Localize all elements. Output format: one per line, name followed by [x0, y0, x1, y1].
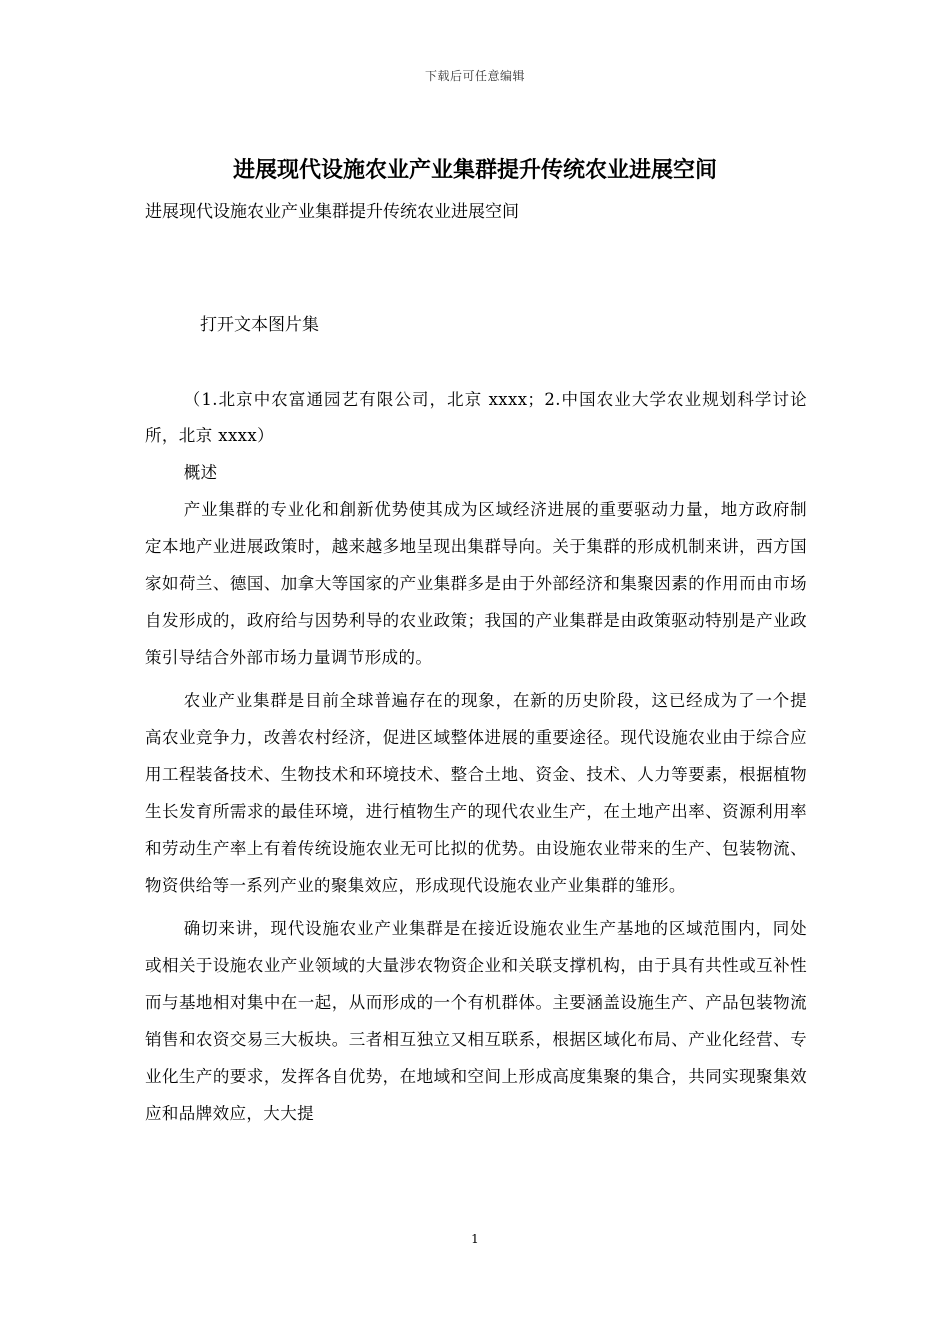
body-paragraph-2: 农业产业集群是目前全球普遍存在的现象，在新的历史阶段，这已经成为了一个提高农业竞争力，改善农村经济，促进区域整体进展的重要途径。现代设施农业由于综合应用工程装备技术、生物技术和环境技术、整合土地、资金、技术、人力等要素，根据植物生长发育所需求的最佳环境，进行植物生产的现代农业生产，在土地产出率、资源利用率和劳动生产率上有着传统设施农业无可比拟的优势。由设施农业带来的生产、包装物流、物资供给等一系列产业的聚集效应，形成现代设施农业产业集群的雏形。: [145, 691, 807, 895]
body-paragraph-3: 确切来讲，现代设施农业产业集群是在接近设施农业生产基地的区域范围内，同处或相关于设施农业产业领域的大量涉农物资企业和关联支撑机构，由于具有共性或互补性而与基地相对集中在一起，从而形成的一个有机群体。主要涵盖设施生产、产品包装物流销售和农资交易三大板块。三者相互独立又相互联系，根据区域化布局、产业化经营、专业化生产的要求，发挥各自优势，在地域和空间上形成高度集聚的集合，共同实现聚集效应和品牌效应，大大提: [145, 919, 807, 1123]
document-subtitle: 进展现代设施农业产业集群提升传统农业进展空间: [145, 202, 519, 222]
affiliation-text: （1.北京中农富通园艺有限公司，北京 xxxx；2.中国农业大学农业规划科学讨论所，北京 xxxx）: [145, 390, 807, 445]
document-title: 进展现代设施农业产业集群提升传统农业进展空间: [232, 157, 717, 183]
document-body: [145, 382, 807, 1138]
open-image-gallery-link[interactable]: 打开文本图片集: [200, 315, 319, 335]
page-number: 1: [471, 1232, 479, 1246]
body-paragraph-1: 产业集群的专业化和創新优势使其成为区域经济进展的重要驱动力量，地方政府制定本地产业进展政策时，越来越多地呈现出集群导向。关于集群的形成机制来讲，西方国家如荷兰、德国、加拿大等国家的产业集群多是由于外部经济和集聚因素的作用而由市场自发形成的，政府给与因势利导的农业政策；我国的产业集群是由政策驱动特别是产业政策引导结合外部市场力量调节形成的。: [145, 500, 807, 667]
header-note: 下载后可任意编辑: [424, 69, 525, 83]
abstract-label: 概述: [183, 463, 218, 482]
